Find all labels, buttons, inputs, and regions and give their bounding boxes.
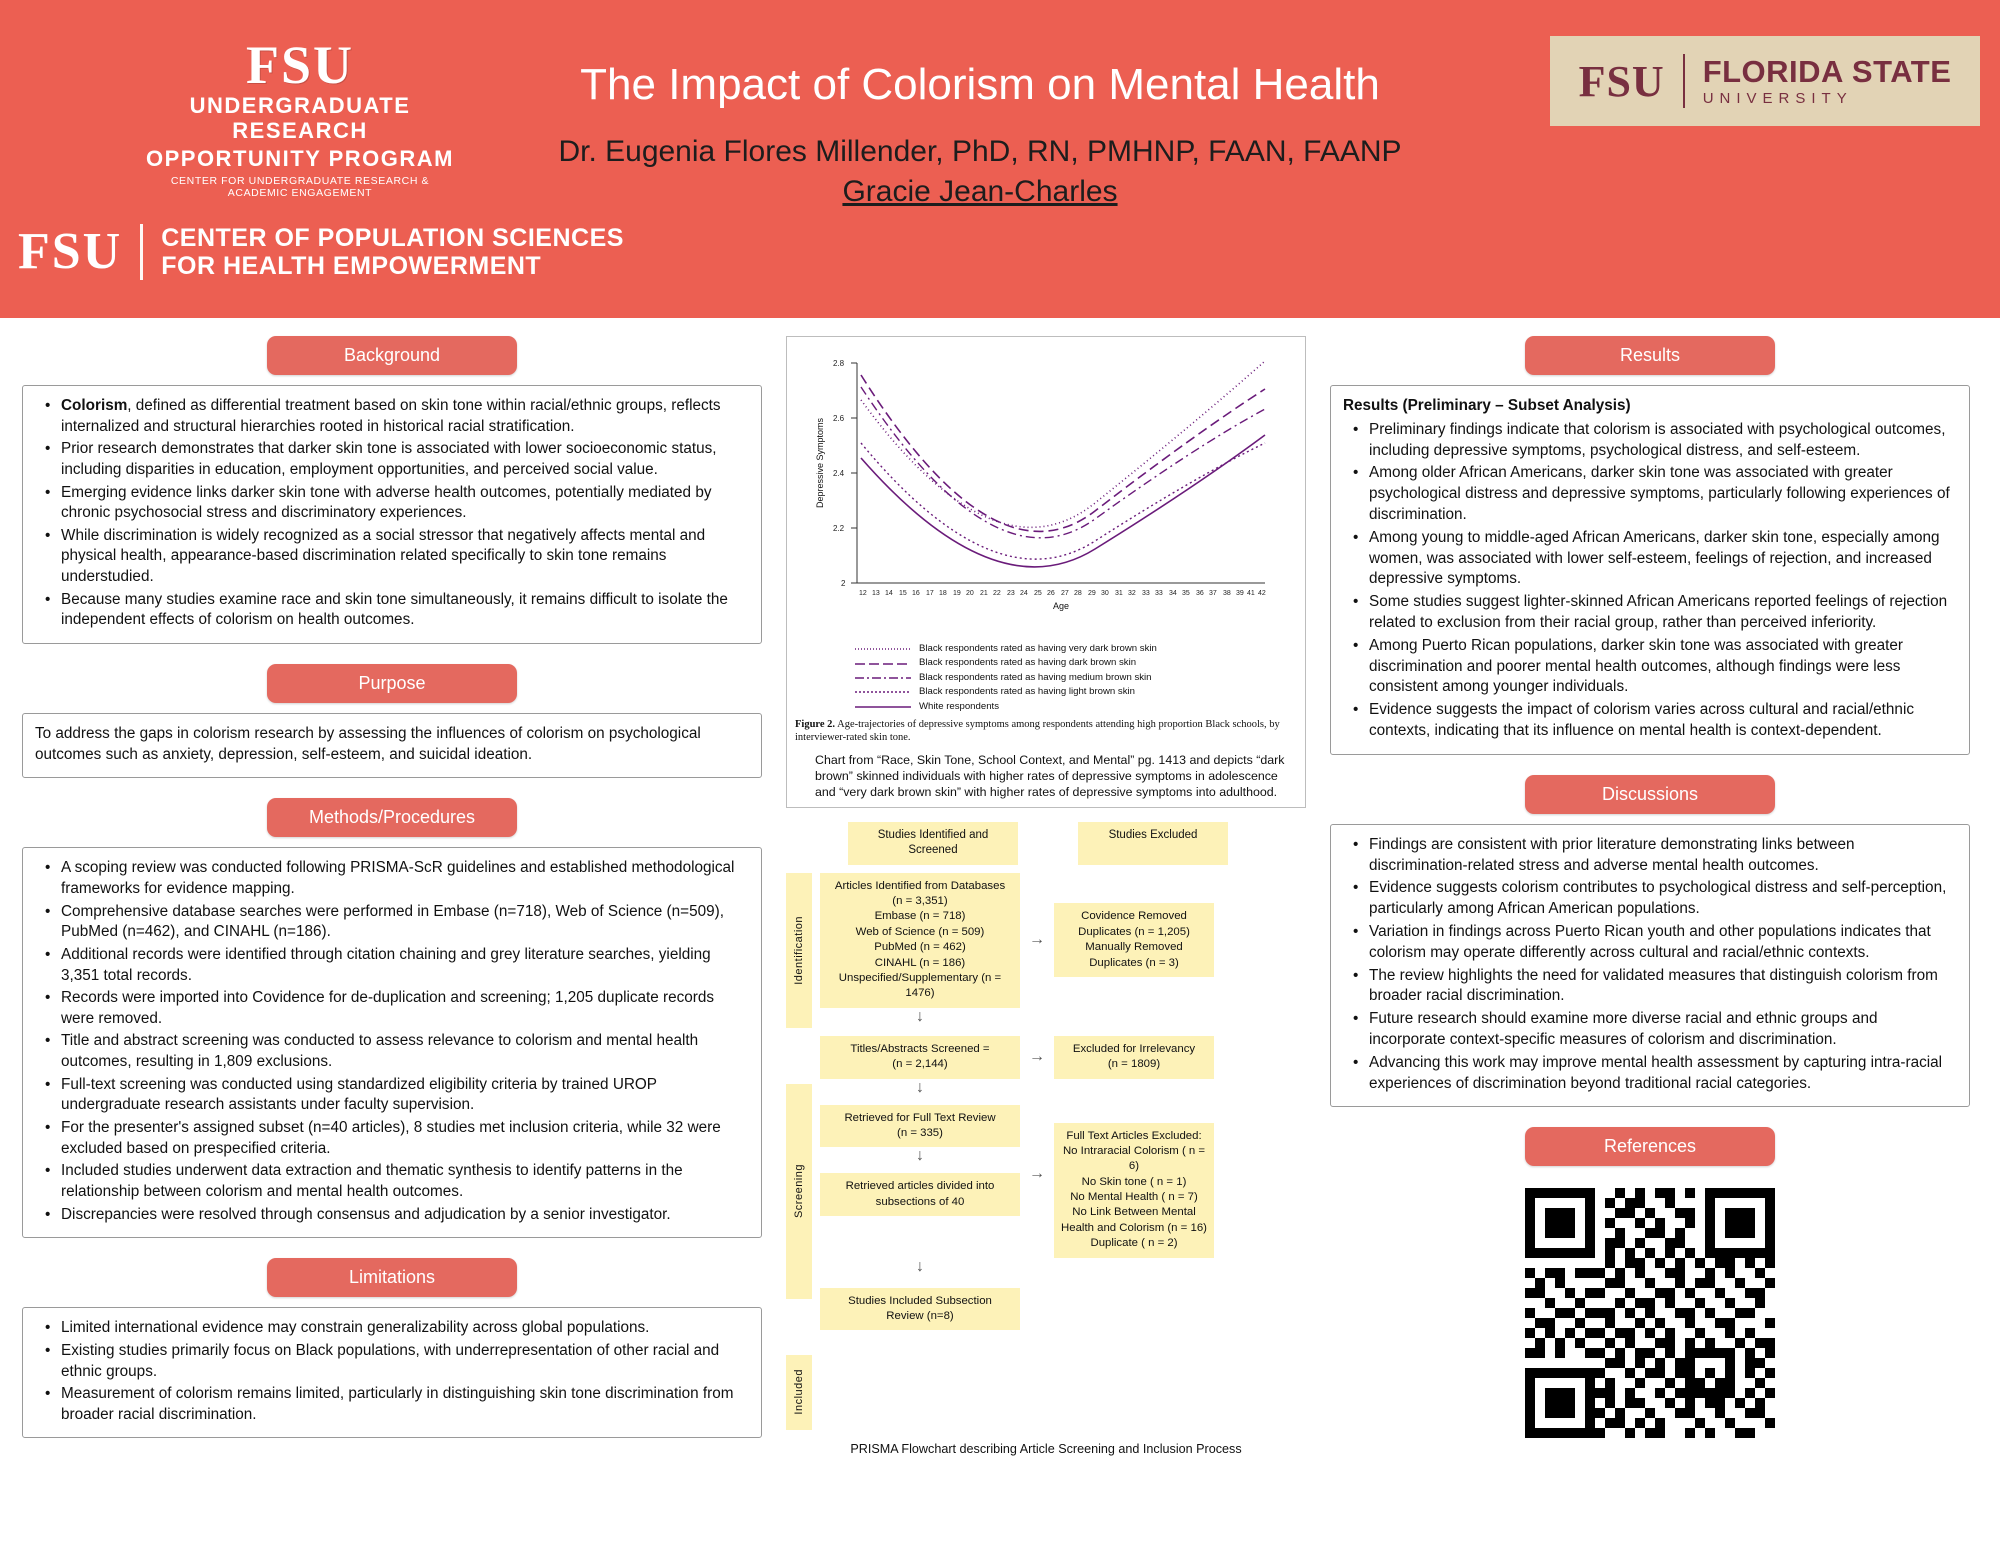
prisma-text: Duplicates (n = 3): [1089, 956, 1179, 969]
panel-background: [22, 385, 762, 644]
svg-text:14: 14: [885, 590, 893, 597]
cpshe-line-1: CENTER OF POPULATION SCIENCES: [161, 223, 624, 252]
svg-text:29: 29: [1088, 590, 1096, 597]
author-presenter: Gracie Jean-Charles: [842, 175, 1118, 209]
methods-list: [35, 858, 749, 1225]
prisma-text: Excluded for Irrelevancy: [1072, 1042, 1196, 1055]
prisma-arrow-down: ↓: [916, 1078, 924, 1096]
panel-results: [1330, 385, 1970, 755]
svg-text:16: 16: [912, 590, 920, 597]
legend-item: [855, 642, 1297, 656]
prisma-text: (n = 1809): [1107, 1058, 1161, 1071]
prisma-box-screened: [820, 1036, 1020, 1079]
prisma-arrow-down: ↓: [916, 1257, 924, 1275]
prisma-arrow-down: ↓: [916, 1147, 924, 1165]
fsu-wordmark: FSU: [1578, 56, 1665, 106]
legend-swatch-light: [855, 689, 911, 695]
prisma-text: PubMed (n = 462): [874, 941, 966, 954]
legend-label: Black respondents rated as having medium brown skin: [919, 671, 1152, 683]
urop-line-1: UNDERGRADUATE RESEARCH: [189, 93, 411, 143]
prisma-text: (n = 3,351): [892, 895, 948, 907]
series-very-dark-brown: [861, 361, 1265, 527]
svg-text:2.6: 2.6: [833, 414, 845, 423]
series-dark-brown: [861, 375, 1265, 531]
svg-text:18: 18: [939, 590, 947, 597]
prisma-text: Duplicates (n = 1,205): [1078, 925, 1190, 938]
urop-fsu-wordmark: FSU: [245, 35, 354, 95]
svg-text:33: 33: [1142, 590, 1150, 597]
section-header-methods: Methods/Procedures: [267, 798, 517, 837]
prisma-text: No Mental Health ( n = 7): [1070, 1191, 1198, 1204]
prisma-stage-screening: Screening: [786, 1084, 812, 1299]
svg-text:17: 17: [926, 590, 934, 597]
legend-item: [855, 685, 1297, 699]
discussions-list: [1343, 835, 1957, 1095]
svg-text:35: 35: [1182, 590, 1190, 597]
list-item: • Existing studies primarily focus on Black populations, with underrepresentation of other racial and ethnic groups.: [61, 1341, 749, 1382]
svg-text:2: 2: [841, 579, 846, 588]
list-item: • Because many studies examine race and skin tone simultaneously, it remains difficult to isolate the independent effects of colorism on health outcomes.: [61, 590, 749, 631]
fsu-university-logo: [1550, 36, 1980, 126]
list-item: • Records were imported into Covidence for de-duplication and screening; 1,205 duplicate records were removed.: [61, 988, 749, 1029]
prisma-text: (n = 2,144): [892, 1058, 948, 1071]
panel-limitations: [22, 1307, 762, 1438]
prisma-box-duplicates-removed: [1054, 903, 1214, 977]
prisma-text: No Skin tone ( n = 1): [1081, 1175, 1187, 1188]
prisma-text: Unspecified/Supplementary (n = 1476): [838, 971, 1002, 1000]
svg-text:36: 36: [1196, 590, 1204, 597]
figure-label: Figure 2.: [795, 718, 836, 730]
figure-caption: [795, 718, 1297, 744]
series-medium-brown: [861, 387, 1265, 538]
left-column: [22, 336, 762, 1544]
list-item: • Among Puerto Rican populations, darker skin tone was associated with greater discrimination and poorer mental health outcomes, although findings were less consistent among younger individuals.: [1369, 636, 1957, 698]
list-item: • Full-text screening was conducted using standardized eligibility criteria by trained UROP undergraduate research assistants under faculty supervision.: [61, 1075, 749, 1116]
svg-text:27: 27: [1061, 590, 1069, 597]
svg-text:25: 25: [1034, 590, 1042, 597]
list-item: • Discrepancies were resolved through consensus and adjudication by a senior investigator.: [61, 1205, 749, 1226]
prisma-text: Titles/Abstracts Screened =: [850, 1042, 990, 1055]
prisma-text: Embase (n = 718): [874, 910, 966, 923]
list-item: • Advancing this work may improve mental health assessment by capturing intra-racial experiences of discrimination beyond traditional racial categories.: [1369, 1053, 1957, 1095]
list-item: • Evidence suggests colorism contributes to psychological distress and self-perception, particularly among African American populations.: [1369, 878, 1957, 920]
results-list: [1343, 420, 1957, 742]
prisma-text: Web of Science (n = 509): [855, 925, 985, 938]
svg-text:30: 30: [1101, 590, 1109, 597]
purpose-text: To address the gaps in colorism research by assessing the influences of colorism on psychological outcomes such as anxiety, depression, self-esteem, and suicidal ideation.: [35, 725, 701, 763]
legend-label: Black respondents rated as having very dark brown skin: [919, 643, 1157, 654]
right-column: [1330, 336, 1970, 1544]
poster-header: [0, 0, 2000, 318]
list-item: • Prior research demonstrates that darker skin tone is associated with lower socioeconomic status, including disparities in education, employment opportunities, and perceived social value.: [61, 439, 749, 480]
svg-text:33: 33: [1155, 590, 1163, 597]
prisma-text: Studies Included Subsection: [848, 1294, 992, 1307]
figure-depressive-symptoms: [786, 336, 1306, 808]
author-primary: Dr. Eugenia Flores Millender, PhD, RN, PMHNP, FAAN, FAANP: [558, 134, 1402, 168]
list-item: • Among older African Americans, darker skin tone was associated with greater psychological distress and depressive symptoms, particularly following experiences of discrimination.: [1369, 463, 1957, 525]
prisma-text: Covidence Removed: [1081, 910, 1187, 923]
section-header-discussions: Discussions: [1525, 775, 1775, 814]
list-item: • Preliminary findings indicate that colorism is associated with psychological outcomes, including depressive symptoms, psychological distress, and self-esteem.: [1369, 420, 1957, 462]
prisma-box-identified: [820, 873, 1020, 1008]
list-item: • Evidence suggests the impact of colorism varies across cultural and racial/ethnic contexts, indicating that its influence on mental health is context-dependent.: [1369, 700, 1957, 742]
svg-text:39: 39: [1236, 590, 1244, 597]
prisma-text: (n = 335): [897, 1126, 943, 1139]
svg-text:26: 26: [1047, 590, 1055, 597]
y-tick-labels: [833, 359, 857, 588]
x-axis-label: Age: [1053, 601, 1070, 611]
cpshe-fsu-wordmark: FSU: [18, 223, 123, 280]
prisma-text: Retrieved articles divided into: [845, 1180, 995, 1193]
fsu-name: FLORIDA STATE: [1702, 54, 1952, 89]
svg-text:20: 20: [966, 590, 974, 597]
svg-text:2.4: 2.4: [833, 469, 845, 478]
prisma-box-subsections: [820, 1173, 1020, 1216]
list-item: • Measurement of colorism remains limited, particularly in distinguishing skin tone discrimination from broader racial discrimination.: [61, 1384, 749, 1425]
series-light-brown: [861, 443, 1265, 559]
list-item: • For the presenter's assigned subset (n=40 articles), 8 studies met inclusion criteria, while 32 were excluded based on prespecified criteria.: [61, 1118, 749, 1159]
svg-text:21: 21: [980, 590, 988, 597]
y-axis-label: Depressive Symptoms: [815, 417, 825, 508]
section-header-references: References: [1525, 1127, 1775, 1166]
prisma-text: No Intraracial Colorism ( n = 6): [1062, 1144, 1206, 1173]
svg-text:19: 19: [953, 590, 961, 597]
cpshe-line-2: FOR HEALTH EMPOWERMENT: [161, 251, 542, 280]
prisma-box-excluded-irrelevancy: [1054, 1036, 1214, 1079]
references-qr-code[interactable]: [1525, 1188, 1775, 1438]
prisma-box-included: [820, 1288, 1020, 1331]
list-item: • Variation in findings across Puerto Rican youth and other populations indicates that colorism may operate differently across cultural and racial/ethnic contexts.: [1369, 922, 1957, 964]
list-item: • A scoping review was conducted following PRISMA-ScR guidelines and established methodological frameworks for evidence mapping.: [61, 858, 749, 899]
line-chart-svg: [795, 343, 1295, 633]
series-white-respondents: [861, 435, 1265, 567]
list-item: • Colorism, defined as differential treatment based on skin tone within racial/ethnic groups, reflects internalized and structural hierarchies rooted in historical racial stratification.: [61, 396, 749, 437]
limitations-list: [35, 1318, 749, 1425]
prisma-stage-identification: Identification: [786, 873, 812, 1028]
svg-text:28: 28: [1074, 590, 1082, 597]
panel-methods: [22, 847, 762, 1238]
panel-purpose: [22, 713, 762, 778]
prisma-arrow-right: →: [1029, 1048, 1045, 1066]
list-item: • While discrimination is widely recognized as a social stressor that negatively affects mental and physical health, appearance-based discrimination related specifically to skin tone remains understudied.: [61, 526, 749, 588]
svg-text:2.2: 2.2: [833, 524, 845, 533]
svg-text:38: 38: [1223, 590, 1231, 597]
background-bold-term: Colorism: [61, 397, 128, 414]
legend-label: White respondents: [919, 700, 999, 712]
prisma-text: Full Text Articles Excluded:: [1066, 1129, 1202, 1142]
legend-swatch-white: [855, 704, 911, 710]
list-item: • Included studies underwent data extraction and thematic synthesis to identify patterns in the relationship between colorism and mental health outcomes.: [61, 1161, 749, 1202]
list-item: • Limited international evidence may constrain generalizability across global populations.: [61, 1318, 749, 1339]
figure-source-note: Chart from “Race, Skin Tone, School Context, and Mental” pg. 1413 and depicts “dark brown” skinned individuals with higher rates of depressive symptoms in adolescence and “very dark brown skin” with higher rates of depressive symptoms into adulthood.: [815, 753, 1285, 800]
chart-legend: [795, 642, 1297, 714]
list-item: • Additional records were identified through citation chaining and grey literature searches, yielding 3,351 total records.: [61, 945, 749, 986]
prisma-header-left: Studies Identified and Screened: [848, 822, 1018, 865]
chart-canvas: [795, 343, 1297, 638]
legend-swatch-dark: [855, 661, 911, 667]
x-tick-labels: [859, 590, 1266, 597]
figure-caption-text: Age-trajectories of depressive symptoms among respondents attending high proportion Black schools, by interviewer-rated skin tone.: [795, 718, 1280, 744]
title-block: [380, 60, 1580, 211]
cpshe-divider: [140, 224, 143, 280]
svg-text:23: 23: [1007, 590, 1015, 597]
prisma-text: subsections of 40: [875, 1195, 965, 1208]
prisma-text: Manually Removed: [1085, 941, 1183, 954]
list-item: • Comprehensive database searches were performed in Embase (n=718), Web of Science (n=509), PubMed (n=462), and CINAHL (n=186).: [61, 902, 749, 943]
poster-body: [0, 318, 2000, 1544]
prisma-stage-included: Included: [786, 1355, 812, 1430]
svg-text:37: 37: [1209, 590, 1217, 597]
fsu-logo-divider: [1683, 54, 1685, 108]
fsu-subname: UNIVERSITY: [1702, 90, 1853, 107]
middle-column: [786, 336, 1306, 1544]
prisma-text: Articles Identified from Databases: [834, 879, 1006, 892]
list-item: • Findings are consistent with prior literature demonstrating links between discrimination-related stress and adverse mental health outcomes.: [1369, 835, 1957, 877]
prisma-arrow-down: ↓: [916, 1007, 924, 1025]
legend-item: [855, 656, 1297, 670]
poster-title: The Impact of Colorism on Mental Health: [580, 60, 1380, 109]
svg-text:34: 34: [1169, 590, 1177, 597]
svg-text:31: 31: [1115, 590, 1123, 597]
urop-line-3: CENTER FOR UNDERGRADUATE RESEARCH & ACADEMIC ENGAGEMENT: [170, 175, 430, 200]
legend-label: Black respondents rated as having light brown skin: [919, 686, 1135, 698]
legend-item: [855, 700, 1297, 714]
list-item: • Some studies suggest lighter-skinned African Americans reported feelings of rejection related to exclusion from their racial group, rather than perceived inferiority.: [1369, 592, 1957, 634]
urop-line-2: OPPORTUNITY PROGRAM: [145, 145, 454, 171]
results-subtitle: Results (Preliminary – Subset Analysis): [1343, 397, 1631, 414]
prisma-arrow-right: →: [1029, 1164, 1045, 1182]
prisma-arrow-right: →: [1029, 931, 1045, 949]
svg-text:15: 15: [899, 590, 907, 597]
legend-item: [855, 671, 1297, 685]
legend-swatch-very-dark: [855, 646, 911, 652]
list-item: • The review highlights the need for validated measures that distinguish colorism from broader racial discrimination.: [1369, 966, 1957, 1008]
section-header-background: Background: [267, 336, 517, 375]
list-item: • Emerging evidence links darker skin tone with adverse health outcomes, potentially mediated by chronic psychosocial stress and discriminatory experiences.: [61, 483, 749, 524]
section-header-results: Results: [1525, 336, 1775, 375]
legend-label: Black respondents rated as having dark brown skin: [919, 657, 1137, 669]
legend-swatch-medium: [855, 675, 911, 681]
prisma-flowchart: [786, 822, 1306, 1456]
list-item: • Among young to middle-aged African Americans, darker skin tone, especially among women, was associated with lower self-esteem, feelings of rejection, and increased depressive symptoms.: [1369, 528, 1957, 590]
section-header-purpose: Purpose: [267, 664, 517, 703]
prisma-header-right: Studies Excluded: [1078, 822, 1228, 865]
svg-text:42: 42: [1258, 590, 1266, 597]
prisma-text: Duplicate ( n = 2): [1090, 1237, 1178, 1250]
svg-text:22: 22: [993, 590, 1001, 597]
background-list: [35, 396, 749, 631]
prisma-box-fulltext-excluded: [1054, 1123, 1214, 1258]
panel-discussions: [1330, 824, 1970, 1108]
svg-text:41: 41: [1247, 590, 1255, 597]
svg-text:24: 24: [1020, 590, 1028, 597]
svg-text:2.8: 2.8: [833, 359, 845, 368]
list-item: • Future research should examine more diverse racial and ethnic groups and incorporate context-specific measures of colorism and discrimination.: [1369, 1009, 1957, 1051]
prisma-box-fulltext-retrieved: [820, 1105, 1020, 1148]
svg-text:32: 32: [1128, 590, 1136, 597]
svg-text:12: 12: [859, 590, 867, 597]
prisma-caption: PRISMA Flowchart describing Article Screening and Inclusion Process: [850, 1441, 1242, 1456]
prisma-text: CINAHL (n = 186): [874, 956, 966, 969]
prisma-text: Review (n=8): [886, 1310, 954, 1323]
prisma-text: No Link Between Mental Health and Colorism (n = 16): [1061, 1206, 1207, 1234]
svg-text:13: 13: [872, 590, 880, 597]
cpshe-logo: [18, 222, 624, 281]
prisma-text: Retrieved for Full Text Review: [844, 1111, 996, 1124]
list-item: • Title and abstract screening was conducted to assess relevance to colorism and mental health outcomes, resulting in 1,809 exclusions.: [61, 1031, 749, 1072]
section-header-limitations: Limitations: [267, 1258, 517, 1297]
